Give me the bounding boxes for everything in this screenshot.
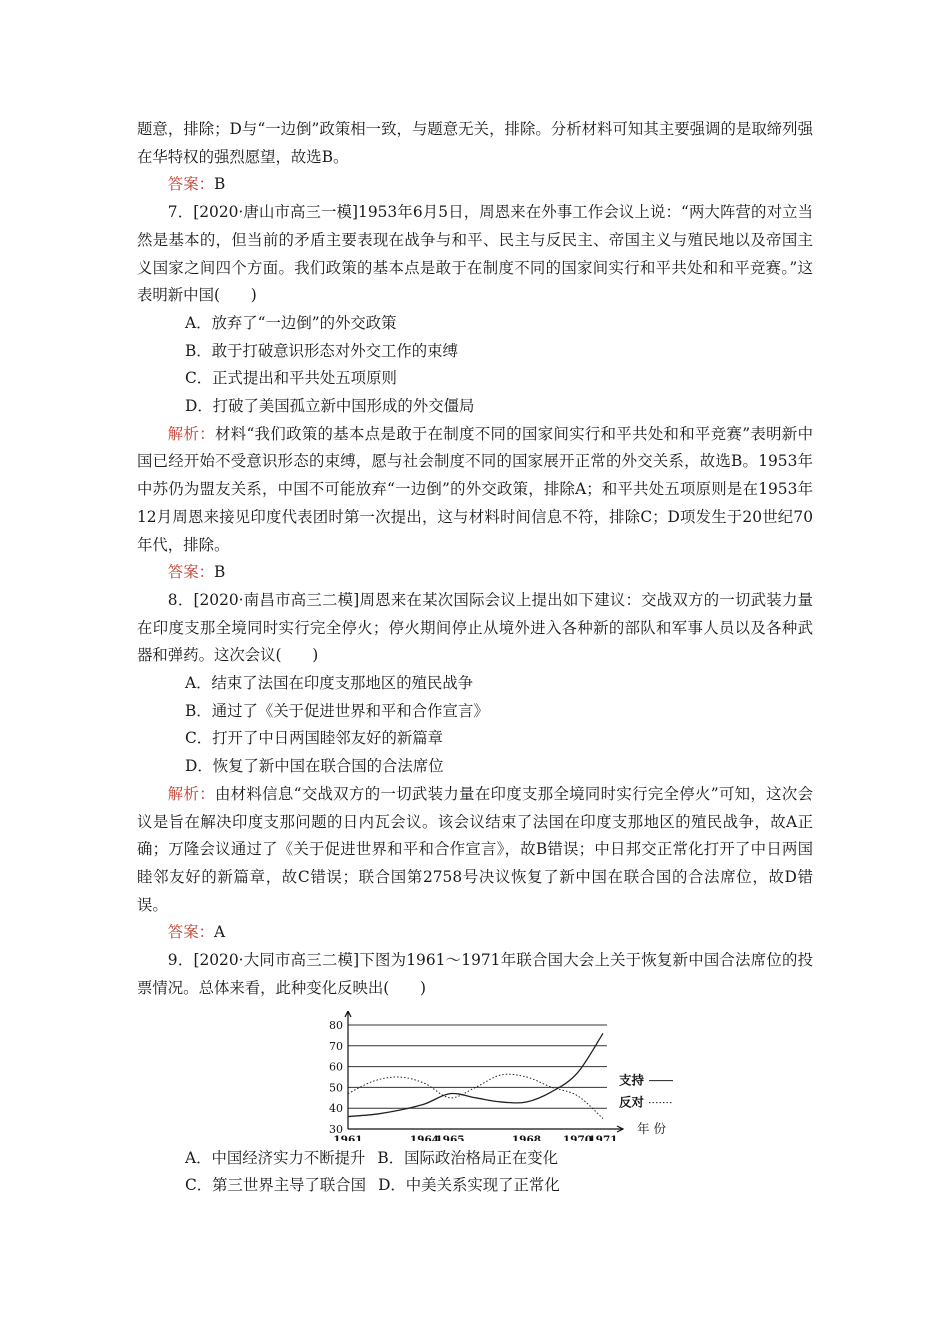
q9-stem: 9．[2020·大同市高三二模]下图为1961～1971年联合国大会上关于恢复新中国合法席位的投票情况。总体来看，此种变化反映出( ) [137, 951, 813, 997]
legend-label: 反对 [619, 1094, 645, 1110]
answer-label: 答案： [167, 923, 214, 942]
q9-option-b: B．国际政治格局正在变化 [377, 1148, 559, 1167]
q8-option-c: C．打开了中日两国睦邻友好的新篇章 [185, 729, 444, 748]
y-tick-label: 60 [329, 1060, 343, 1074]
y-tick-label: 30 [329, 1122, 343, 1136]
q7-option-b: B．敢于打破意识形态对外交工作的束缚 [185, 341, 458, 360]
q7-answer [137, 559, 813, 587]
analysis-text: 材料“我们政策的基本点是敢于在制度不同的国家间实行和平共处和和平竞赛”表明新中国已经开始不受意识形态的束缚，愿与社会制度不同的国家展开正常的外交关系，故选B。1953年中苏仍为盟友关系，中国不可能放弃“一边倒”的外交政策，排除A；和平共处五项原则是在1953年12月周恩来接见印度代表团时第一次提出，这与材料时间信息不符，排除C；D项发生于20世纪70年代，排除。 [137, 424, 813, 554]
analysis-label: 解析： [167, 424, 215, 443]
x-tick-label: 1971 [588, 1133, 618, 1141]
analysis-label: 解析： [167, 784, 215, 803]
answer-value: A [213, 923, 226, 942]
answer-value: B [213, 563, 226, 582]
x-tick-label: 1961 [333, 1133, 363, 1141]
exam-page [137, 116, 813, 1200]
prev-answer [137, 171, 813, 199]
analysis-text: 由材料信息“交战双方的一切武装力量在印度支那全境同时实行完全停火”可知，这次会议是旨在解决印度支那问题的日内瓦会议。该会议结束了法国在印度支那地区的殖民战争，故A正确；万隆会议通过了《关于促进世界和平和合作宣言》，故B错误；中日邦交正常化打开了中日两国睦邻友好的新篇章，故C错误；联合国第2758号决议恢复了新中国在联合国的合法席位，故D错误。 [137, 784, 813, 914]
answer-label: 答案： [167, 175, 214, 194]
q9-option-d: D．中美关系实现了正常化 [378, 1176, 560, 1195]
x-axis-label: 年 份 [637, 1120, 666, 1136]
q7-stem: 7．[2020·唐山市高三一模]1953年6月5日，周恩来在外事工作会议上说：“两大阵营的对立当然是基本的，但当前的矛盾主要表现在战争与和平、民主与反民主、帝国主义与殖民地以及帝国主义国家之间四个方面。我们政策的基本点是敢于在制度不同的国家间实行和平共处和和平竞赛。”这表明新中国( ) [137, 203, 813, 305]
x-tick-label: 1964 [409, 1133, 440, 1141]
q8-option-d: D．恢复了新中国在联合国的合法席位 [185, 757, 444, 776]
answer-label: 答案： [167, 563, 214, 582]
q7-analysis [137, 421, 813, 560]
q7-option-a: A．放弃了“一边倒”的外交政策 [185, 313, 397, 332]
q9-option-c: C．第三世界主导了联合国 [185, 1176, 367, 1195]
y-tick-label: 40 [329, 1101, 343, 1115]
y-tick-label: 50 [329, 1080, 343, 1094]
q9-option-a: A．中国经济实力不断提升 [185, 1148, 366, 1167]
q8-analysis [137, 781, 813, 920]
vote-chart [137, 1011, 813, 1141]
q8-answer [137, 919, 813, 947]
q7-option-d: D．打破了美国孤立新中国形成的外交僵局 [185, 397, 475, 416]
y-tick-label: 70 [329, 1039, 343, 1053]
q9-options-row-1 [137, 1145, 813, 1173]
series-line-oppose [348, 1074, 603, 1118]
x-tick-label: 1970 [562, 1133, 593, 1141]
x-tick-label: 1965 [435, 1133, 465, 1141]
q9-options-row-2 [137, 1172, 813, 1200]
x-tick-label: 1968 [511, 1133, 542, 1141]
prev-analysis-tail: 题意，排除；D与“一边倒”政策相一致，与题意无关，排除。分析材料可知其主要强调的是取缔列强在华特权的强烈愿望，故选B。 [137, 120, 813, 166]
answer-value: B [213, 175, 226, 194]
y-tick-label: 80 [329, 1018, 343, 1032]
q7-option-c: C．正式提出和平共处五项原则 [185, 369, 397, 388]
q8-option-a: A．结束了法国在印度支那地区的殖民战争 [185, 674, 474, 693]
legend-label: 支持 [619, 1072, 645, 1088]
q8-stem: 8．[2020·南昌市高三二模]周恩来在某次国际会议上提出如下建议：交战双方的一切武装力量在印度支那全境同时实行完全停火；停火期间停止从境外进入各种新的部队和军事人员以及各种武器和弹药。这次会议( ) [137, 590, 813, 665]
q8-option-b: B．通过了《关于促进世界和平和合作宣言》 [185, 701, 489, 720]
vote-chart-svg [137, 1011, 813, 1141]
